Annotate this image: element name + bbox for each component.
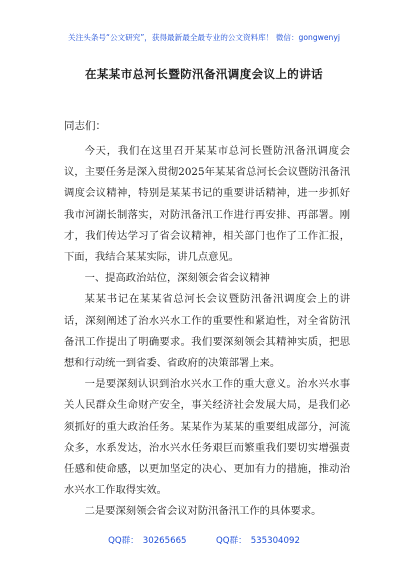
qq-group-1-number: 30265665 [142,536,187,546]
document-body [64,141,350,523]
qq-group-2-label: QQ群： [216,536,247,546]
paragraph-point-one: 一是要深刻认识到治水兴水工作的重大意义。治水兴水事关人民群众生命财产安全，事关经济社会发展大局，是我们必须抓好的重大政治任务。某某作为某某的重要组成部分，河流众多，水系发达，治水兴水任务艰巨而繁重我们要切实增强责任感和使命感，以更加坚定的决心、更加有力的措施，推动治水兴水工作取得实效。 [64,378,350,497]
paragraph-spirit: 某某书记在某某省总河长会议暨防汛备汛调度会上的讲话，深刻阐述了治水兴水工作的重要性和紧迫性，对全省防汛备汛工作提出了明确要求。我们要深刻领会其精神实质，把思想和行动统一到省委、省政府的决策部署上来。 [64,293,350,370]
qq-group-2-number: 535304092 [250,536,300,546]
section-heading: 一、提高政治站位，深刻领会省会议精神 [84,272,270,285]
document-title: 在某某市总河长暨防汛备汛调度会议上的讲话 [85,67,323,81]
footer-contact [0,534,408,546]
header-notice: 关注头条号“公文研究”，获得最新最全最专业的公文资料库！ 微信：gongwenyj [68,33,340,42]
greeting: 同志们： [64,120,106,132]
paragraph-intro: 今天，我们在这里召开某某市总河长暨防汛备汛调度会议，主要任务是深入贯彻2025年某某省总河长会议暨防汛备汛调度会议精神，特别是某某书记的重要讲话精神，进一步抓好我市河湖长制落实，对防汛备汛工作进行再安排、再部署。刚才，我们传达学习了省会议精神，相关部门也作了工作汇报，下面，我结合某某实际，讲几点意见。 [64,145,350,264]
qq-group-1-label: QQ群： [108,536,139,546]
paragraph-point-two: 二是要深刻领会省会议对防汛备汛工作的具体要求。 [84,505,322,518]
